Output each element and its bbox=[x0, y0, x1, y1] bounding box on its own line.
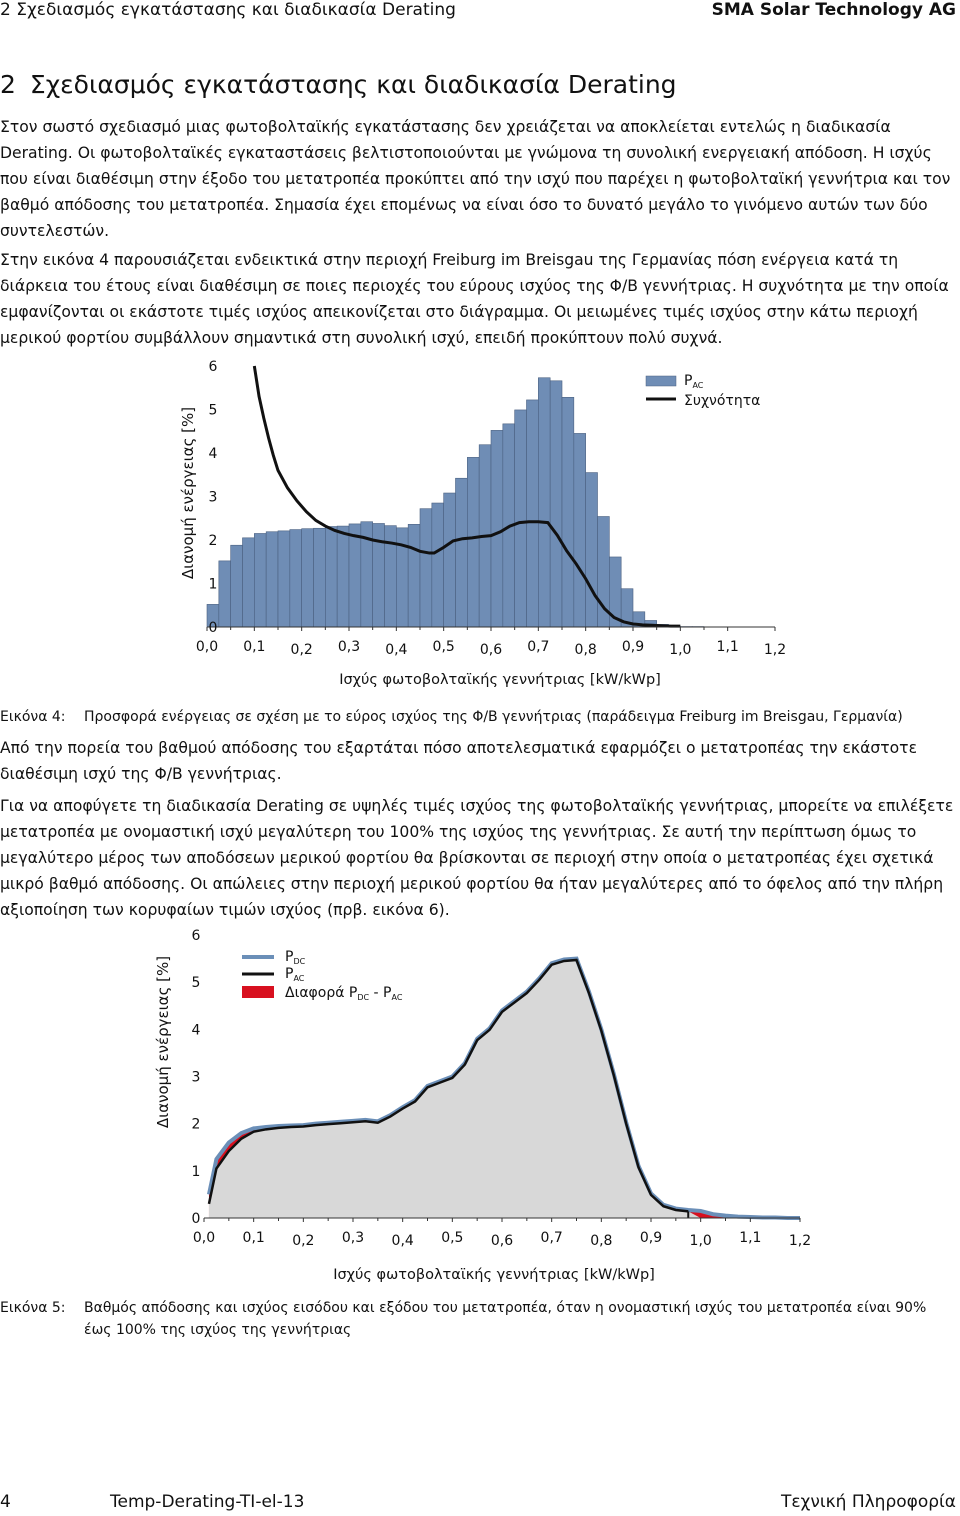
x-tick-label: 0,0 bbox=[195, 639, 219, 655]
figure-4-caption-text: Προσφορά ενέργειας σε σχέση με το εύρος ισχύος της Φ/Β γεννήτριας (παράδειγμα Freiburg im Breisgau, Γερμανία) bbox=[84, 709, 903, 725]
section-number: 2 bbox=[0, 70, 16, 99]
x-tick-label: 0,0 bbox=[192, 1230, 216, 1246]
fig4-bar bbox=[266, 532, 278, 627]
y-tick-label: 4 bbox=[208, 446, 218, 462]
paragraph-4: Για να αποφύγετε τη διαδικασία Derating σε υψηλές τιμές ισχύος της φωτοβολταϊκής γεννήτριας, μπορείτε να επιλέξετε μετατροπέα με ονομαστική ισχύ μεγαλύτερη του 100% της ισχύος της γεννήτριας. Σε αυτή την περίπτωση όμως το μεγαλύτερο μέρος των αποδόσεων μερικού φορτίου θα βρίσκονται σε περιοχή στην οποία ο μετατροπέας έχει σχετικά μικρό βαθμό απόδοσης. Οι απώλειες στην περιοχή μερικού φορτίου θα ήταν μεγαλύτερες από το όφελος από την πλήρη αξιοποίηση των κορυφαίων τιμών ισχύος (πρβ. εικόνα 6). bbox=[0, 797, 954, 919]
y-tick-label: 1 bbox=[191, 1163, 201, 1180]
fig4-y-axis-label: Διανομή ενέργειας [%] bbox=[179, 406, 197, 580]
fig4-bar bbox=[302, 529, 314, 627]
fig4-bar bbox=[254, 533, 266, 627]
fig4-bar bbox=[396, 528, 408, 627]
y-tick-label: 6 bbox=[208, 359, 218, 375]
fig4-bar bbox=[515, 410, 527, 627]
fig4-legend-bar-label: $P_{AC}$ bbox=[684, 373, 704, 390]
fig4-bar bbox=[550, 381, 562, 627]
fig4-x-axis-label: Ισχύς φωτοβολταϊκής γεννήτριας [kW/kWp] bbox=[339, 672, 661, 688]
fig4-bar bbox=[278, 531, 290, 627]
figure-5-chart bbox=[0, 920, 960, 1290]
x-tick-label: 1,2 bbox=[788, 1233, 812, 1249]
figure-4-chart bbox=[0, 355, 960, 695]
x-tick-label: 0,8 bbox=[574, 642, 597, 658]
figure-4-caption-label: Εικόνα 4: bbox=[0, 709, 66, 725]
x-tick-label: 0,9 bbox=[639, 1230, 663, 1246]
fig5-legend-diff-swatch bbox=[242, 986, 274, 998]
x-tick-label: 0,6 bbox=[479, 642, 503, 658]
figure-5-caption-text: Βαθμός απόδοσης και ισχύος εισόδου και εξόδου του μετατροπέα, όταν η ονομαστική ισχύς του μετατροπέα είναι 90% έως 100% της ισχύος της γεννήτριας bbox=[84, 1300, 927, 1338]
running-header-left: 2 Σχεδιασμός εγκατάστασης και διαδικασία Derating bbox=[0, 0, 456, 20]
fig4-y-ticks bbox=[209, 359, 218, 636]
paragraph-1: Στον σωστό σχεδιασμό μιας φωτοβολταϊκής εγκατάστασης δεν χρειάζεται να αποκλείεται εντελώς η διαδικασία Derating. Οι φωτοβολταϊκές εγκαταστάσεις βελτιστοποιούνται με γνώμονα τη συνολική ενεργειακή απόδοση. Η ισχύς που είναι διαθέσιμη στην έξοδο του μετατροπέα προκύπτει από την ισχύ που παρέχει η φωτοβολταϊκή γεννήτρια και τον βαθμό απόδοσης του μετατροπέα. Σημασία έχει επομένως να είναι όσο το δυνατό μεγάλο το γινόμενο αυτών των δύο συντελεστών. bbox=[0, 118, 951, 240]
x-tick-label: 1,0 bbox=[669, 642, 692, 658]
fig5-y-axis-label: Διανομή ενέργειας [%] bbox=[154, 955, 172, 1129]
fig5-x-ticks bbox=[193, 1218, 811, 1249]
fig4-legend bbox=[646, 373, 760, 409]
x-tick-label: 0,9 bbox=[621, 639, 645, 655]
fig4-bar bbox=[337, 526, 349, 627]
x-tick-label: 1,1 bbox=[716, 639, 739, 655]
fig4-bar bbox=[586, 473, 598, 627]
x-tick-label: 0,5 bbox=[441, 1230, 464, 1246]
footer-document-code: Temp-Derating-TI-el-13 bbox=[110, 1492, 305, 1512]
x-tick-label: 0,7 bbox=[540, 1230, 563, 1246]
y-tick-label: 0 bbox=[208, 620, 218, 636]
fig4-bar bbox=[538, 378, 550, 627]
x-tick-label: 0,2 bbox=[290, 642, 313, 658]
fig4-x-ticks bbox=[196, 627, 786, 658]
fig4-bar bbox=[349, 524, 361, 627]
y-tick-label: 6 bbox=[191, 928, 201, 944]
fig4-bar bbox=[444, 493, 456, 627]
fig4-bar bbox=[243, 538, 255, 627]
x-tick-label: 0,1 bbox=[242, 1230, 265, 1246]
fig4-legend-line-label: Συχνότητα bbox=[684, 393, 761, 409]
fig4-bars bbox=[207, 378, 704, 627]
fig5-x-axis-label: Ισχύς φωτοβολταϊκής γεννήτριας [kW/kWp] bbox=[333, 1267, 655, 1283]
x-tick-label: 0,2 bbox=[292, 1233, 315, 1249]
x-tick-label: 1,2 bbox=[763, 642, 787, 658]
fig4-bar bbox=[290, 530, 302, 627]
fig5-y-ticks bbox=[192, 928, 201, 1227]
x-tick-label: 0,8 bbox=[590, 1233, 613, 1249]
y-tick-label: 0 bbox=[191, 1211, 201, 1227]
paragraph-2: Στην εικόνα 4 παρουσιάζεται ενδεικτικά στην περιοχή Freiburg im Breisgau της Γερμανίας πόση ενέργεια κατά τη διάρκεια του έτους είναι διαθέσιμη σε ποιες περιοχές του εύρους ισχύος της Φ/Β γεννήτριας. Η συχνότητα με την οποία εμφανίζονται οι εκάστοτε τιμές ισχύος απεικονίζεται στο διάγραμμα. Οι μειωμένες τιμές ισχύος στην κάτω περιοχή μερικού φορτίου συμβάλλουν σημαντικά στη συνολική ισχύ, επειδή προκύπτουν πολύ συχνά. bbox=[0, 251, 949, 347]
x-tick-label: 0,3 bbox=[341, 1230, 365, 1246]
x-tick-label: 0,7 bbox=[527, 639, 550, 655]
fig4-bar bbox=[491, 430, 503, 627]
fig5-legend-ac-label: $P_{AC}$ bbox=[285, 966, 305, 983]
fig4-bar bbox=[432, 503, 444, 627]
fig4-legend-bar-swatch bbox=[646, 376, 676, 386]
y-tick-label: 1 bbox=[208, 576, 218, 593]
y-tick-label: 5 bbox=[191, 975, 201, 992]
paragraph-3: Από την πορεία του βαθμού απόδοσης του εξαρτάται πόσο αποτελεσματικά εφαρμόζει ο μετατροπέας την εκάστοτε διαθέσιμη ισχύ της Φ/Β γεννήτριας. bbox=[0, 739, 918, 783]
fig5-legend-dc-label: $P_{DC}$ bbox=[285, 949, 306, 966]
x-tick-label: 0,4 bbox=[391, 1233, 414, 1249]
fig4-bar bbox=[562, 397, 574, 627]
fig4-bar bbox=[527, 400, 539, 627]
x-tick-label: 1,0 bbox=[689, 1233, 712, 1249]
y-tick-label: 3 bbox=[208, 489, 218, 506]
section-heading bbox=[0, 70, 691, 99]
fig4-bar bbox=[325, 527, 337, 627]
fig4-bar bbox=[467, 457, 479, 627]
x-tick-label: 0,1 bbox=[243, 639, 266, 655]
y-tick-label: 5 bbox=[208, 402, 218, 419]
fig4-bar bbox=[408, 524, 420, 627]
fig4-bar bbox=[456, 478, 468, 627]
fig4-bar bbox=[574, 433, 586, 627]
footer-page-number: 4 bbox=[0, 1492, 11, 1512]
section-title: Σχεδιασμός εγκατάστασης και διαδικασία Derating bbox=[29, 70, 677, 99]
y-tick-label: 2 bbox=[191, 1116, 201, 1133]
y-tick-label: 2 bbox=[208, 533, 218, 549]
y-tick-label: 3 bbox=[191, 1069, 201, 1086]
fig5-ac-area bbox=[209, 960, 701, 1218]
x-tick-label: 1,1 bbox=[739, 1230, 762, 1246]
fig5-legend-diff-label: Διαφορά $P_{DC} - P_{AC}$ bbox=[285, 985, 403, 1002]
running-header-right: SMA Solar Technology AG bbox=[711, 0, 956, 20]
figure-5-caption-label: Εικόνα 5: bbox=[0, 1300, 66, 1316]
x-tick-label: 0,4 bbox=[385, 642, 408, 658]
y-tick-label: 4 bbox=[191, 1022, 201, 1039]
x-tick-label: 0,3 bbox=[337, 639, 361, 655]
footer-right: Τεχνική Πληροφορία bbox=[780, 1492, 956, 1512]
fig4-bar bbox=[231, 545, 243, 627]
x-tick-label: 0,6 bbox=[490, 1233, 514, 1249]
x-tick-label: 0,5 bbox=[432, 639, 455, 655]
fig5-legend bbox=[242, 949, 403, 1002]
fig4-bar bbox=[420, 509, 432, 627]
fig4-bar bbox=[219, 561, 231, 627]
fig4-bar bbox=[314, 528, 326, 627]
